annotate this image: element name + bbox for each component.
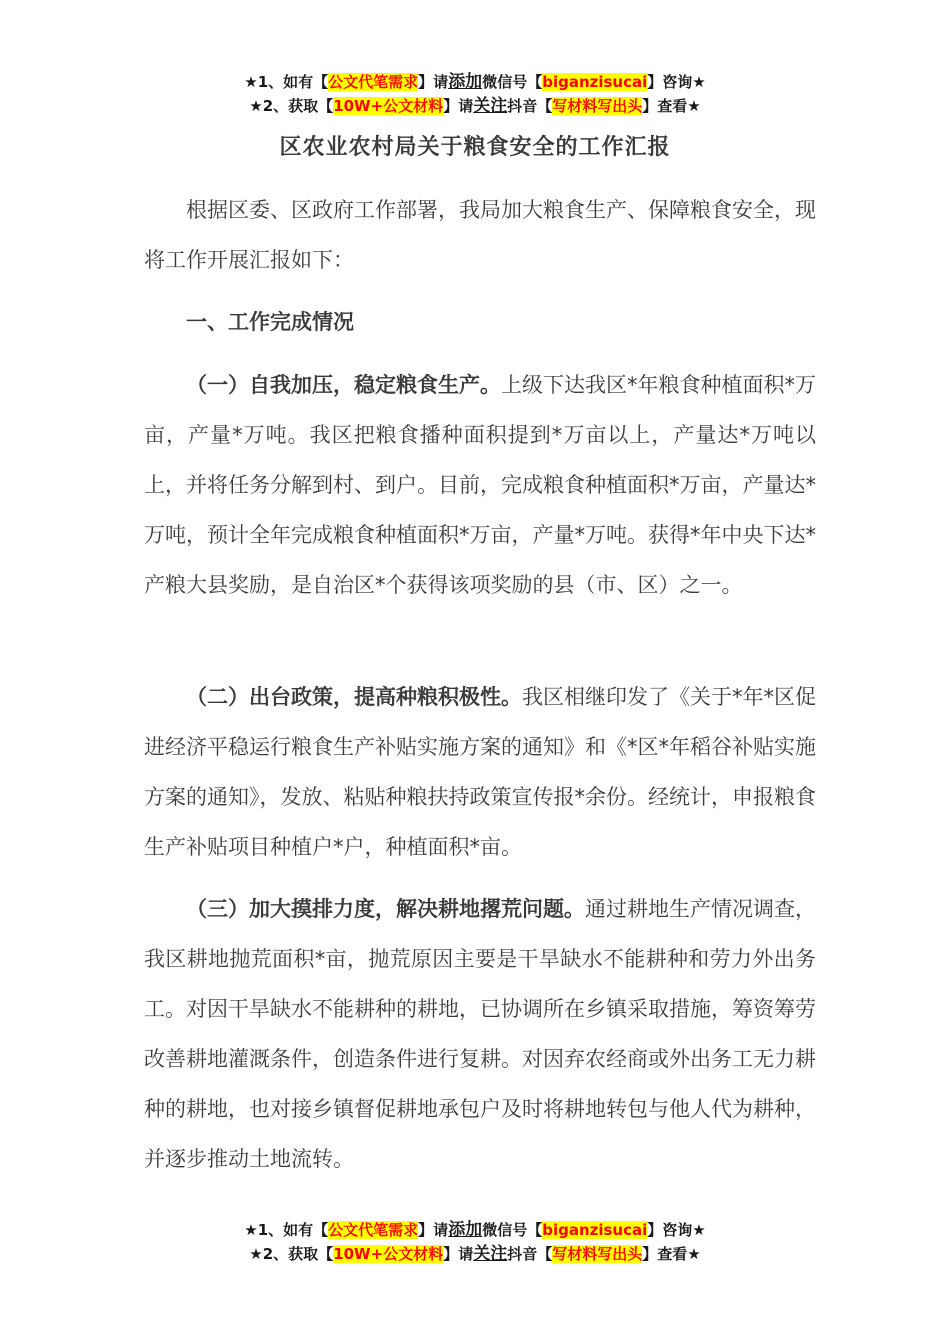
promo-text: ★2、获取【: [249, 1245, 334, 1263]
intro-paragraph: 根据区委、区政府工作部署，我局加大粮食生产、保障粮食安全，现将工作开展汇报如下：: [144, 198, 816, 272]
paragraph-3: [144, 884, 816, 1184]
promo-text: 抖音【: [507, 1245, 553, 1263]
section-heading: 一、工作完成情况: [186, 310, 354, 334]
promo-text: 】请: [418, 1221, 449, 1239]
promo-text: 】咨询★: [647, 73, 706, 91]
promo-highlight: 10W+公文材料: [333, 1245, 444, 1263]
document-title: 区农业农村局关于粮食安全的工作汇报: [279, 135, 671, 160]
promo-underline: 关注: [473, 96, 508, 116]
promo-text: 抖音【: [507, 97, 553, 115]
paragraph-lead: （一）自我加压，稳定粮食生产。: [186, 373, 501, 397]
promo-highlight: biganzisucai: [542, 1221, 648, 1239]
promo-line-2: [0, 1242, 950, 1266]
promo-text: 】咨询★: [647, 1221, 706, 1239]
promo-underline: 添加: [448, 1220, 483, 1240]
promo-text: 微信号【: [482, 73, 543, 91]
promo-highlight: 公文代笔需求: [328, 1221, 419, 1239]
paragraph-body: 上级下达我区*年粮食种植面积*万亩，产量*万吨。我区把粮食播种面积提到*万亩以上，产量达*万吨以上，并将任务分解到村、到户。目前，完成粮食种植面积*万亩，产量达*万吨，预计全年完成粮食种植面积*万亩，产量*万吨。获得*年中央下达*产粮大县奖励，是自治区*个获得该项奖励的县（市、区）之一。: [144, 373, 816, 597]
promo-underline: 添加: [448, 72, 483, 92]
promo-text: ★1、如有【: [244, 73, 329, 91]
promo-line-2: [0, 94, 950, 118]
promo-highlight: biganzisucai: [542, 73, 648, 91]
paragraph-body: 通过耕地生产情况调查，我区耕地抛荒面积*亩，抛荒原因主要是干旱缺水不能耕种和劳力外出务工。对因干旱缺水不能耕种的耕地，已协调所在乡镇采取措施，筹资筹劳改善耕地灌溉条件，创造条件进行复耕。对因弃农经商或外出务工无力耕种的耕地，也对接乡镇督促耕地承包户及时将耕地转包与他人代为耕种，并逐步推动土地流转。: [144, 897, 816, 1171]
promo-highlight: 10W+公文材料: [333, 97, 444, 115]
promo-banner-top: [0, 70, 950, 118]
promo-highlight: 写材料写出头: [552, 1245, 643, 1263]
promo-text: 】查看★: [642, 1245, 701, 1263]
promo-highlight: 写材料写出头: [552, 97, 643, 115]
promo-text: 】请: [443, 97, 474, 115]
promo-text: 微信号【: [482, 1221, 543, 1239]
paragraph-body: 我区相继印发了《关于*年*区促进经济平稳运行粮食生产补贴实施方案的通知》和《*区*年稻谷补贴实施方案的通知》，发放、粘贴种粮扶持政策宣传报*余份。经统计，申报粮食生产补贴项目种植户*户，种植面积*亩。: [144, 685, 816, 859]
paragraph-lead: （三）加大摸排力度，解决耕地撂荒问题。: [186, 897, 585, 921]
promo-text: 】请: [443, 1245, 474, 1263]
paragraph-2: [144, 672, 816, 872]
promo-text: ★2、获取【: [249, 97, 334, 115]
promo-banner-bottom: [0, 1218, 950, 1266]
promo-underline: 关注: [473, 1244, 508, 1264]
promo-text: ★1、如有【: [244, 1221, 329, 1239]
promo-text: 】查看★: [642, 97, 701, 115]
promo-text: 】请: [418, 73, 449, 91]
paragraph-1: [144, 360, 816, 610]
promo-line-1: [0, 1218, 950, 1242]
promo-line-1: [0, 70, 950, 94]
promo-highlight: 公文代笔需求: [328, 73, 419, 91]
paragraph-lead: （二）出台政策，提高种粮积极性。: [186, 685, 522, 709]
